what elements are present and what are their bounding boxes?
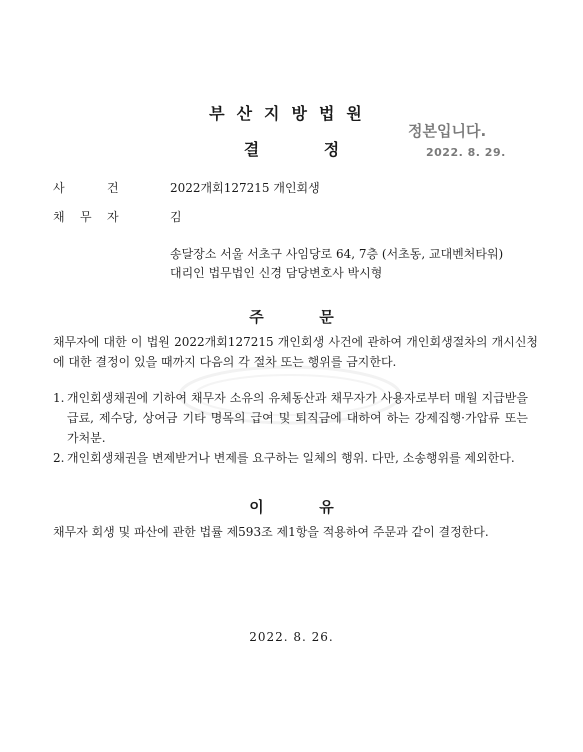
list-item [53, 448, 528, 468]
decision-date: 2022. 8. 26. [249, 630, 334, 644]
list-item-number: 1. [53, 391, 65, 405]
reason-heading-char-2: 유 [319, 498, 334, 516]
list-item-text: 개인회생채권에 기하여 채무자 소유의 유체동산과 채무자가 사용자로부터 매월 지급받을 급료, 제수당, 상여금 기타 명목의 급여 및 퇴직금에 대하여 하는 강제집행·가압류 또는 가처분. [67, 391, 528, 445]
reason-heading-char-1: 이 [249, 498, 264, 516]
document-title-char-1: 결 [243, 140, 260, 159]
list-item-text: 개인회생채권을 변제받거나 변제를 요구하는 일체의 행위. 다만, 소송행위를 제외한다. [67, 451, 515, 465]
debtor-label [53, 208, 119, 225]
order-heading-char-1: 주 [249, 308, 264, 326]
order-heading-char-2: 문 [319, 308, 334, 326]
certified-copy-stamp: 정본입니다. [408, 122, 487, 140]
list-item [53, 388, 528, 448]
debtor-label-char-2: 무 [80, 210, 92, 224]
document-title-char-2: 정 [323, 140, 340, 159]
legal-representative: 대리인 법무법인 신경 담당변호사 박시형 [170, 266, 383, 280]
case-number: 2022개회127215 개인회생 [170, 181, 320, 195]
case-label-char-1: 사 [53, 181, 65, 195]
debtor-label-char-3: 자 [107, 210, 119, 224]
debtor-label-char-1: 채 [53, 210, 65, 224]
service-address: 송달장소 서울 서초구 사임당로 64, 7층 (서초동, 교대벤처타워) [170, 247, 504, 261]
debtor-name: 김 [170, 210, 182, 224]
certified-copy-date: 2022. 8. 29. [426, 146, 506, 159]
order-list [53, 388, 528, 468]
case-label-char-2: 건 [107, 181, 119, 195]
case-label [53, 179, 119, 196]
reason-heading [0, 496, 583, 517]
order-intro: 채무자에 대한 이 법원 2022개회127215 개인회생 사건에 관하여 개인회생절차의 개시신청에 대한 결정이 있을 때까지 다음의 각 절차 또는 행위를 금지한다. [53, 335, 538, 369]
court-name: 부산지방법원 [209, 104, 374, 123]
list-item-number: 2. [53, 451, 65, 465]
reason-text: 채무자 회생 및 파산에 관한 법률 제593조 제1항을 적용하여 주문과 같이 결정한다. [53, 525, 489, 539]
order-heading [0, 306, 583, 327]
